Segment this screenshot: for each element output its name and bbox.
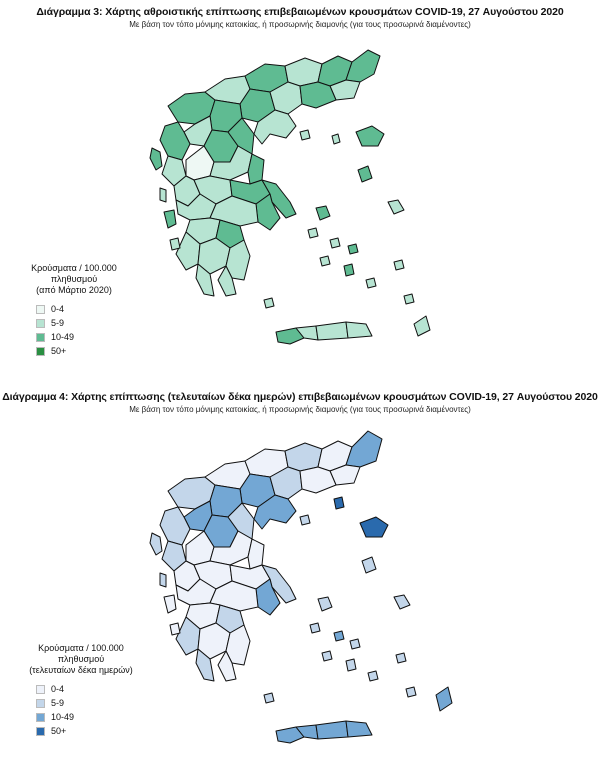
map-region [346,659,356,671]
map-region [300,130,310,140]
map-region [406,687,416,697]
map-region [316,721,348,739]
legend-swatch [36,713,45,722]
map-region [320,256,330,266]
map-region [332,134,340,144]
legend-item [36,724,148,738]
map-subtitle: Με βάση τον τόπο μόνιμης κατοικίας, ή προσωρινής διαμονής (για τους προσωρινά διαμένοντες) [129,405,471,414]
legend-item [36,302,134,316]
map-subtitle: Με βάση τον τόπο μόνιμης κατοικίας, ή προσωρινής διαμονής (για τους προσωρινά διαμένοντες) [129,20,471,29]
map-region [285,443,322,471]
legend-label: 5-9 [51,698,65,708]
legend-label: 10-49 [51,332,75,342]
legend-title-line2: (από Μάρτιο 2020) [36,285,112,295]
map-region [318,597,332,611]
map-region [160,507,190,545]
legend-item [36,316,134,330]
map-region [164,210,176,228]
legend-item [36,344,134,358]
map-title: Διάγραμμα 3: Χάρτης αθροιστικής επίπτωσης επιβεβαιωμένων κρουσμάτων COVID-19, 27 Αυγούστου 2020 [36,6,564,18]
map-region [348,244,358,254]
map-region [164,595,176,613]
map-region [368,671,378,681]
map-title: Διάγραμμα 4: Χάρτης επίπτωσης (τελευταίων δέκα ημερών) επιβεβαιωμένων κρουσμάτων COVID-19, 27 Αυγούστου 2020 [2,391,598,403]
legend-title [14,263,134,296]
map-region [170,623,180,635]
map-legend [14,263,134,358]
map-panel-cumulative [0,0,600,385]
legend-title-line1: Κρούσματα / 100.000 πληθυσμού [31,263,117,284]
legend-label: 10-49 [51,712,75,722]
map-region [264,298,274,308]
map-region [316,206,330,220]
map-region [150,533,162,555]
legend-label: 5-9 [51,318,65,328]
map-region [346,721,372,737]
map-region [414,316,430,336]
legend-item [36,710,148,724]
map-region [396,653,406,663]
legend-label: 0-4 [51,684,65,694]
map-region [264,693,274,703]
map-region [334,497,344,509]
map-region [310,623,320,633]
map-panel-ten-day [0,385,600,780]
legend-label: 50+ [51,726,67,736]
map-region [334,631,344,641]
legend-label: 0-4 [51,304,65,314]
map-region [346,431,382,467]
legend-title-line2: (τελευταίων δέκα ημερών) [29,665,133,675]
map-region [360,517,388,537]
map-region [358,166,372,182]
map-region [150,148,162,170]
legend-swatch [36,319,45,328]
map-region [346,50,380,82]
map-region [160,573,166,587]
legend-item [36,682,148,696]
map-region [344,264,354,276]
legend-title [14,643,148,676]
map-region [356,126,384,146]
legend-swatch [36,727,45,736]
map-region [436,687,452,711]
map-region [308,228,318,238]
legend-swatch [36,699,45,708]
map-region [350,639,360,649]
map-region [170,238,180,250]
map-region [394,595,410,609]
legend-swatch [36,347,45,356]
map-region [160,188,166,202]
legend-item [36,330,134,344]
map-region [362,557,376,573]
legend-swatch [36,685,45,694]
map-region [316,322,348,340]
map-region [388,200,404,214]
legend-swatch [36,333,45,342]
legend-title-line1: Κρούσματα / 100.000 πληθυσμού [38,643,124,664]
map-region [404,294,414,304]
legend-label: 50+ [51,346,67,356]
map-region [346,322,372,338]
map-region [366,278,376,288]
map-legend [14,643,148,738]
legend-swatch [36,305,45,314]
map-region [330,238,340,248]
map-region [322,651,332,661]
map-region [160,122,190,160]
map-region [394,260,404,270]
map-region [285,58,322,86]
legend-item [36,696,148,710]
map-region [300,515,310,525]
